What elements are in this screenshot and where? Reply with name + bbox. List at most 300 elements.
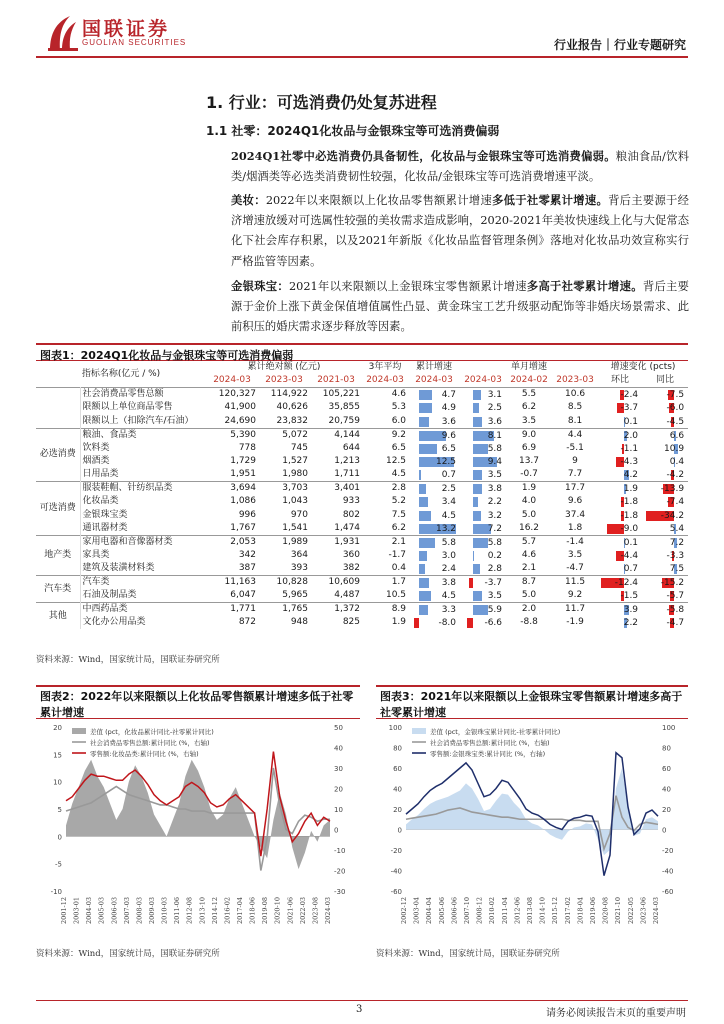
row-name: 限额以上（扣除汽车/石油） — [82, 415, 194, 426]
monthly-growth-label: 2.2 — [487, 497, 503, 508]
abs-value: 2,053 — [206, 535, 258, 549]
right-tick-label: 40 — [662, 785, 671, 794]
cum-growth — [408, 415, 460, 429]
avg3-value: 1.9 — [391, 617, 407, 628]
chg-mom-label: 2.0 — [623, 430, 639, 441]
monthly-growth-label: 2.5 — [487, 403, 503, 414]
chg-yoy-label: 5.4 — [669, 523, 685, 534]
monthly-value: 17.7 — [552, 482, 598, 496]
chg-yoy-label: 0.4 — [669, 457, 685, 468]
monthly-growth-bar — [473, 390, 481, 400]
abs-value: 1,043 — [282, 496, 308, 507]
row-name: 限额以上单位商品零售 — [82, 402, 173, 413]
chg-yoy — [642, 388, 688, 402]
monthly-value: 5.0 — [521, 509, 537, 520]
abs-value: 1,767 — [230, 522, 256, 533]
figure-3 — [376, 685, 688, 965]
monthly-growth — [460, 562, 506, 576]
chg-mom-label: 0.1 — [623, 416, 639, 427]
cum-growth-label: 12.5 — [435, 457, 457, 468]
right-tick-label: -40 — [662, 867, 674, 876]
chg-mom-label: -3.7 — [620, 403, 639, 414]
avg3-value: 5.2 — [391, 496, 407, 507]
monthly-value: 8.5 — [567, 402, 583, 413]
abs-value: 114,922 — [258, 388, 310, 402]
cum-growth-bar — [419, 511, 432, 521]
left-tick-label: 15 — [53, 751, 62, 760]
left-tick-label: 40 — [393, 785, 402, 794]
avg3-value: 4.6 — [362, 388, 408, 402]
right-tick-label: 40 — [334, 744, 343, 753]
chg-yoy — [642, 616, 688, 629]
monthly-growth — [460, 495, 506, 508]
cum-growth — [408, 401, 460, 414]
x-tick-label: 2024-03 — [324, 897, 332, 925]
chg-mom-label: 3.9 — [623, 605, 639, 616]
right-tick-label: -60 — [662, 888, 674, 896]
monthly-value: 3.5 — [521, 415, 537, 426]
figure-3-title: 图表3：2021年以来限额以上金银珠宝零售额累计增速多高于社零累计增速 — [376, 685, 688, 719]
right-tick-label: -10 — [334, 847, 346, 855]
paragraph-3-strong: 多高于社零累计增速。 — [526, 279, 643, 293]
logo-mark-icon — [46, 14, 80, 52]
monthly-growth-bar — [473, 511, 481, 521]
right-tick-label: 50 — [334, 724, 343, 732]
header-chg-yoy: 同比 — [656, 375, 675, 386]
paragraph-1-lead: 2024Q1社零中必选消费仍具备韧性，化妆品与金银珠宝等可选消费偏弱。 — [231, 149, 616, 163]
cum-growth-label: 4.7 — [441, 390, 457, 401]
monthly-value: 7.7 — [567, 469, 583, 480]
chg-yoy — [642, 549, 688, 562]
cum-growth-label: -8.0 — [438, 618, 457, 629]
figure-2-chart — [36, 719, 360, 939]
cum-growth-bar — [419, 564, 426, 574]
figure-2-source: 资料来源：Wind，国家统计局，国联证券研究所 — [36, 949, 220, 959]
brand-name: 国联证券 — [82, 18, 171, 40]
x-tick-label: 2021-10 — [614, 897, 623, 925]
x-tick-label: 2014-12 — [210, 897, 219, 925]
abs-value: 644 — [342, 442, 361, 453]
row-name: 通讯器材类 — [82, 522, 128, 533]
monthly-growth — [460, 388, 506, 402]
cum-growth-label: 2.5 — [441, 484, 457, 495]
chg-yoy-label: -4.2 — [666, 470, 685, 481]
abs-value: 120,327 — [206, 388, 258, 402]
monthly-value: 4.0 — [521, 496, 537, 507]
monthly-growth-bar — [473, 484, 483, 494]
chg-mom — [598, 428, 642, 442]
chg-mom-label: -12.4 — [614, 578, 639, 589]
group-label — [36, 388, 80, 428]
chg-yoy-label: 10.9 — [664, 443, 685, 454]
chg-mom-label: 4.2 — [623, 470, 639, 481]
monthly-growth-bar — [473, 564, 480, 574]
monthly-growth-label: -3.7 — [484, 578, 503, 589]
abs-value: 1,765 — [258, 603, 310, 617]
avg3-value: 6.0 — [391, 415, 407, 426]
monthly-growth — [460, 468, 506, 482]
chg-yoy-label: -34.2 — [660, 510, 685, 521]
paragraph-3-lead: 金银珠宝： — [231, 279, 289, 293]
x-tick-label: 2008-03 — [135, 897, 144, 925]
right-tick-label: -20 — [662, 847, 674, 855]
header-m2: 2024-02 — [510, 375, 548, 386]
x-tick-label: 2012-06 — [513, 897, 522, 925]
abs-value: 393 — [290, 563, 308, 574]
abs-value: 360 — [342, 549, 361, 560]
chg-yoy — [642, 415, 688, 429]
abs-value: 23,832 — [276, 415, 308, 426]
right-tick-label: 20 — [334, 785, 343, 794]
row-name: 化妆品类 — [82, 496, 119, 507]
x-tick-label: 2017-02 — [563, 897, 572, 925]
cum-growth — [408, 455, 460, 468]
avg3-value: 2.1 — [362, 535, 408, 549]
chg-yoy-label: -3.3 — [666, 550, 685, 561]
table-row — [36, 549, 688, 562]
monthly-growth-label: 9.4 — [487, 457, 503, 468]
monthly-growth — [460, 576, 506, 590]
x-tick-label: 2005-03 — [97, 897, 106, 925]
x-tick-label: 2003-01 — [72, 897, 81, 925]
monthly-growth-bar — [473, 470, 482, 480]
chg-yoy — [642, 562, 688, 576]
chg-yoy — [642, 455, 688, 468]
cum-growth-bar — [419, 591, 432, 601]
abs-value: 342 — [238, 549, 256, 560]
chg-mom-label: -4.3 — [620, 457, 639, 468]
monthly-growth-label: 3.5 — [487, 470, 503, 481]
cum-growth-label: 9.6 — [441, 430, 457, 441]
monthly-growth-bar — [473, 538, 488, 548]
row-name: 家具类 — [82, 549, 110, 560]
avg3-value: 9.2 — [362, 428, 408, 442]
cum-growth — [408, 576, 460, 590]
paragraph-2-tail: 背后主要源于经济增速放缓对可选属性较强的美妆需求造成影响，2020-2021年美妆快速线上化与大促常态化下社会库存积累，以及2021年新版《化妆品监督管理条例》落地对化妆品功效宣称实行严格监管等因素。 — [231, 194, 689, 268]
chg-yoy-label: -5.7 — [666, 591, 685, 602]
avg3-value: 0.4 — [391, 563, 407, 574]
legend-label: 社会消费品零售总额:累计同比 (%，右轴) — [430, 739, 550, 747]
chg-yoy — [642, 428, 688, 442]
chg-mom-label: -1.1 — [620, 443, 639, 454]
chg-yoy-label: 6.6 — [669, 430, 685, 441]
x-tick-label: 2023-08 — [311, 897, 320, 925]
abs-value: 387 — [238, 563, 256, 574]
chg-mom — [598, 616, 642, 629]
right-tick-label: 30 — [334, 765, 343, 773]
figure-1-table — [36, 343, 688, 629]
abs-value: 1,980 — [282, 469, 308, 480]
abs-value: 825 — [342, 617, 361, 628]
monthly-growth-bar — [473, 417, 482, 427]
monthly-growth-label: 5.9 — [487, 605, 503, 616]
header-m1: 2024-03 — [464, 375, 502, 386]
header-c1: 2024-03 — [415, 375, 453, 386]
abs-value: 6,047 — [230, 590, 256, 601]
monthly-growth — [460, 455, 506, 468]
chg-mom-label: 2.2 — [623, 618, 639, 629]
abs-value: 382 — [342, 563, 361, 574]
header-divider — [36, 56, 688, 58]
cum-growth-label: 6.5 — [441, 443, 457, 454]
right-tick-label: 100 — [662, 724, 676, 732]
monthly-growth-label: 2.8 — [487, 564, 503, 575]
chg-mom — [598, 401, 642, 414]
row-name: 石油及制品类 — [82, 590, 137, 601]
cum-growth — [408, 549, 460, 562]
monthly-value: 9.6 — [567, 496, 583, 507]
legend-label: 差值 (pct，化妆品累计同比-社零累计同比) — [90, 728, 214, 736]
avg3-value: 1.7 — [362, 576, 408, 590]
cum-growth-bar — [419, 484, 426, 494]
abs-value: 970 — [290, 509, 308, 520]
chg-mom — [598, 455, 642, 468]
chg-yoy-label: -6.0 — [666, 403, 685, 414]
figure-3-source: 资料来源：Wind，国家统计局，国联证券研究所 — [376, 949, 560, 959]
row-name: 建筑及装潢材料类 — [82, 563, 155, 574]
right-tick-label: 0 — [334, 826, 339, 835]
cum-growth — [408, 428, 460, 442]
chg-mom — [598, 535, 642, 549]
table-row — [36, 522, 688, 536]
x-tick-label: 2011-04 — [500, 897, 509, 925]
x-tick-label: 2001-12 — [60, 897, 68, 925]
table-row — [36, 589, 688, 603]
row-name: 饮料类 — [82, 442, 110, 453]
monthly-value: 9.2 — [567, 590, 583, 601]
left-tick-label: -40 — [390, 867, 402, 876]
monthly-growth-bar — [473, 444, 488, 454]
avg3-value: 6.2 — [391, 522, 407, 533]
cum-growth-bar — [419, 444, 437, 454]
monthly-value: 3.5 — [567, 549, 583, 560]
monthly-value: 11.5 — [552, 576, 598, 590]
row-name: 烟酒类 — [82, 456, 110, 467]
right-tick-label: 20 — [662, 806, 671, 814]
chg-yoy-label: 7.2 — [669, 537, 685, 548]
x-tick-label: 2010-03 — [160, 897, 169, 925]
paragraph-2-body: 2022年以来限额以上化妆品零售额累计增速 — [265, 194, 493, 207]
monthly-value: 2.1 — [521, 563, 537, 574]
x-tick-label: 2002-12 — [400, 897, 408, 925]
chg-mom — [598, 603, 642, 617]
monthly-value: -1.4 — [552, 535, 598, 549]
cum-growth-bar — [419, 578, 430, 588]
cum-growth-label: 3.6 — [441, 416, 457, 427]
monthly-growth-label: 3.2 — [487, 510, 503, 521]
table-row — [36, 415, 688, 429]
monthly-value: -0.7 — [520, 469, 538, 480]
chg-yoy-label: -4.5 — [666, 416, 685, 427]
cum-growth-bar — [419, 497, 429, 507]
paragraph-2-lead: 美妆： — [231, 193, 266, 207]
chg-mom — [598, 576, 642, 590]
monthly-growth-label: 3.5 — [487, 591, 503, 602]
chg-mom — [598, 508, 642, 521]
header-y3: 2021-03 — [317, 375, 355, 386]
chg-mom — [598, 562, 642, 576]
row-name: 文化办公用品类 — [82, 617, 146, 628]
x-tick-label: 2020-08 — [601, 897, 610, 925]
chg-yoy — [642, 589, 688, 603]
abs-value: 1,711 — [334, 469, 361, 480]
cum-growth — [408, 442, 460, 455]
monthly-value: 10.6 — [552, 388, 598, 402]
x-tick-label: 2012-08 — [185, 897, 194, 925]
cum-growth — [408, 495, 460, 508]
chg-yoy — [642, 522, 688, 536]
header-a1: 2024-03 — [366, 375, 404, 386]
avg3-value: 5.3 — [391, 402, 407, 413]
left-tick-label: -5 — [55, 860, 62, 869]
chg-yoy — [642, 442, 688, 455]
cum-growth — [408, 508, 460, 521]
abs-value: 745 — [290, 442, 308, 453]
right-tick-label: 10 — [334, 806, 343, 814]
monthly-value: 8.1 — [567, 415, 583, 426]
left-tick-label: 0 — [57, 833, 62, 842]
table-row — [36, 482, 688, 496]
monthly-value: 5.5 — [506, 388, 552, 402]
avg3-value: -1.7 — [388, 549, 407, 560]
cum-growth-label: 3.4 — [441, 497, 457, 508]
chg-yoy-label: 7.5 — [669, 564, 685, 575]
paragraph-2-strong: 多低于社零累计增速。 — [492, 193, 609, 207]
table-row — [36, 388, 688, 402]
chg-yoy — [642, 401, 688, 414]
cum-growth-bar — [419, 403, 433, 413]
chg-mom-label: -1.8 — [620, 497, 639, 508]
left-tick-label: 10 — [53, 778, 62, 787]
group-label: 可选消费 — [36, 482, 80, 536]
right-tick-label: 0 — [662, 826, 667, 835]
monthly-growth-label: 0.2 — [487, 550, 503, 561]
abs-value: 10,609 — [310, 576, 362, 590]
abs-value: 20,759 — [328, 415, 361, 426]
x-tick-label: 2023-06 — [639, 897, 648, 925]
x-tick-label: 2016-02 — [223, 897, 232, 925]
chg-mom-label: -4.4 — [620, 550, 639, 561]
group-label: 地产类 — [36, 535, 80, 575]
paragraph-1 — [231, 146, 689, 187]
abs-value: 996 — [238, 509, 256, 520]
left-tick-label: 20 — [53, 724, 62, 732]
left-tick-label: -10 — [50, 888, 62, 896]
header-monthly: 单月增速 — [511, 362, 548, 373]
monthly-growth — [460, 415, 506, 429]
abs-value: 1,989 — [258, 535, 310, 549]
table-row — [36, 455, 688, 468]
x-tick-label: 2004-04 — [425, 897, 434, 925]
legend-label: 社会消费品零售总额:累计同比 (%，右轴) — [90, 739, 210, 747]
monthly-value: 6.2 — [521, 402, 537, 413]
monthly-growth-bar — [473, 403, 480, 413]
chg-mom — [598, 495, 642, 508]
cum-growth-label: 4.5 — [441, 591, 457, 602]
x-tick-label: 2020-10 — [273, 897, 282, 925]
chg-yoy — [642, 468, 688, 482]
table-row — [36, 428, 688, 442]
row-name: 粮油、食品类 — [80, 428, 206, 442]
abs-value: 3,703 — [258, 482, 310, 496]
x-tick-label: 2017-04 — [236, 897, 244, 925]
abs-value: 948 — [290, 617, 308, 628]
chg-yoy — [642, 508, 688, 521]
chg-mom-label: 0.7 — [623, 564, 639, 575]
brand-logo — [46, 14, 196, 54]
x-tick-label: 2005-06 — [437, 897, 446, 925]
cum-growth-bar — [419, 470, 421, 480]
cum-growth — [408, 482, 460, 496]
group-label: 汽车类 — [36, 576, 80, 603]
row-name: 社会消费品零售总额 — [80, 388, 206, 402]
abs-value: 933 — [342, 496, 361, 507]
x-tick-label: 2022-05 — [626, 897, 635, 925]
cum-growth-label: 3.0 — [441, 550, 457, 561]
paragraph-1-body: 粮油食品/饮料类/烟酒类等必选类消费韧性较强，化妆品/金银珠宝等可选消费增速平淡。 — [231, 150, 689, 184]
chg-yoy — [642, 495, 688, 508]
header-y2: 2023-03 — [265, 375, 303, 386]
report-type: 行业报告｜行业专题研究 — [553, 38, 686, 52]
table-source: 资料来源：Wind，国家统计局，国联证券研究所 — [36, 655, 220, 665]
monthly-growth-label: 7.2 — [487, 523, 503, 534]
abs-value: 1,474 — [334, 522, 361, 533]
monthly-value: 16.2 — [518, 522, 540, 533]
monthly-value: 6.9 — [521, 442, 537, 453]
abs-value: 5,965 — [282, 590, 308, 601]
abs-value: 1,951 — [230, 469, 256, 480]
monthly-growth-bar — [473, 591, 482, 601]
cum-growth — [408, 535, 460, 549]
table-row — [36, 603, 688, 617]
monthly-growth-bar — [473, 551, 474, 561]
monthly-growth — [460, 508, 506, 521]
figure-3-chart — [376, 719, 688, 939]
cum-growth-bar — [419, 417, 429, 427]
x-tick-label: 2019-08 — [261, 897, 270, 925]
monthly-growth — [460, 401, 506, 414]
chg-mom-label: -1.8 — [620, 510, 639, 521]
abs-value: 41,900 — [224, 402, 256, 413]
monthly-growth — [460, 442, 506, 455]
abs-value: 3,401 — [310, 482, 362, 496]
monthly-growth-label: 5.8 — [487, 443, 503, 454]
legend-swatch — [72, 728, 86, 734]
left-tick-label: 60 — [393, 765, 402, 773]
footer-disclaimer: 请务必阅读报告末页的重要声明 — [546, 1008, 686, 1019]
group-label: 必选消费 — [36, 428, 80, 482]
x-tick-label: 2014-10 — [538, 897, 547, 925]
header-chg: 增速变化 (pcts) — [610, 362, 676, 373]
chg-mom — [598, 482, 642, 496]
x-tick-label: 2006-03 — [110, 897, 119, 925]
monthly-growth-label: 5.8 — [487, 537, 503, 548]
left-tick-label: -60 — [390, 888, 402, 896]
chg-mom — [598, 589, 642, 603]
abs-value: 1,213 — [334, 456, 361, 467]
monthly-growth-bar — [473, 605, 488, 615]
cum-growth-label: 0.7 — [441, 470, 457, 481]
left-tick-label: 80 — [393, 744, 402, 753]
legend-label: 零售额:化妆品类:累计同比 (%，右轴) — [90, 750, 199, 758]
x-tick-label: 2004-03 — [85, 897, 94, 925]
avg3-value: 4.5 — [391, 469, 407, 480]
avg3-value: 8.9 — [362, 603, 408, 617]
x-tick-label: 2007-03 — [122, 897, 131, 925]
x-tick-label: 2009-03 — [148, 897, 156, 925]
x-tick-label: 2011-06 — [173, 897, 182, 925]
chg-mom-label: -9.0 — [620, 523, 639, 534]
